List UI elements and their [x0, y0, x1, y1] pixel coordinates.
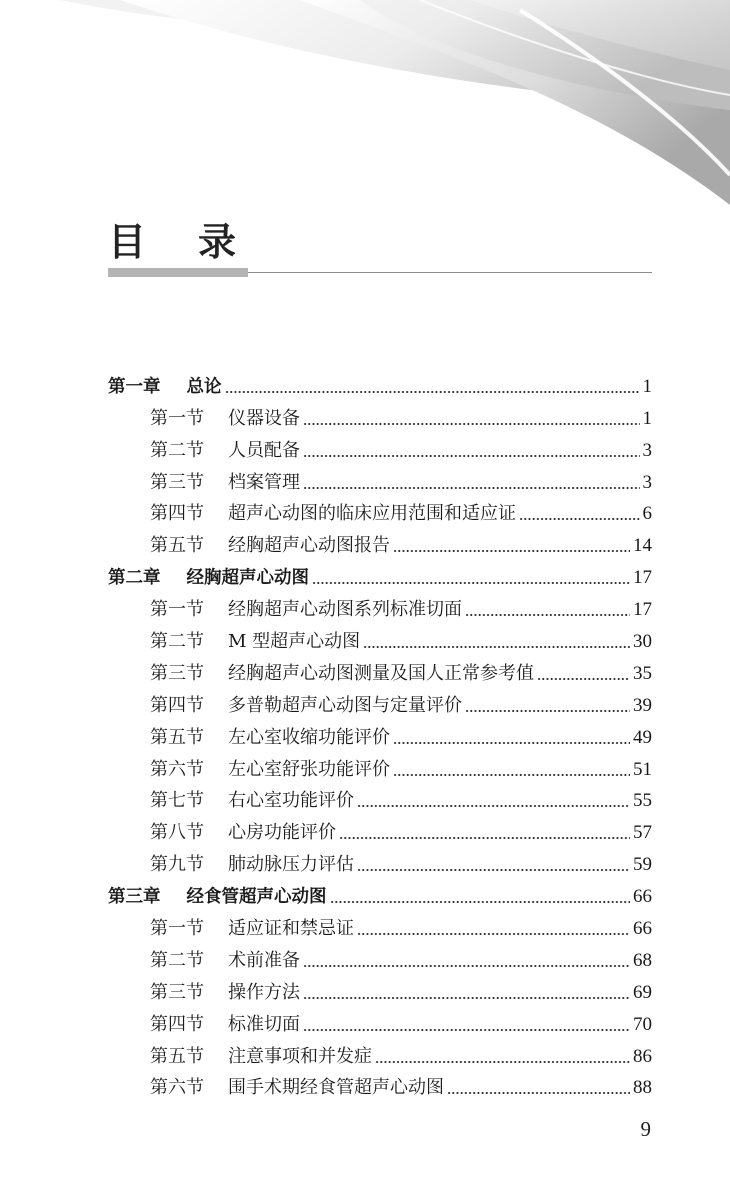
toc-chapter-entry[interactable] — [108, 877, 652, 909]
dot-leader — [465, 614, 630, 616]
entry-label: 第一节 — [150, 407, 204, 429]
entry-label: 第七节 — [150, 790, 204, 812]
toc-section-entry[interactable] — [108, 1069, 652, 1101]
entry-label: 第三节 — [150, 981, 204, 1003]
entry-title: 术前准备 — [228, 949, 300, 971]
entry-title: 仪器设备 — [228, 407, 300, 429]
entry-title: 经胸超声心动图 — [186, 568, 309, 589]
entry-page-number: 51 — [633, 758, 652, 780]
entry-title: 档案管理 — [228, 471, 300, 493]
entry-label: 第九节 — [150, 854, 204, 876]
entry-label: 第二章 — [108, 568, 161, 589]
entry-title: 经食管超声心动图 — [186, 887, 327, 908]
entry-title: 超声心动图的临床应用范围和适应证 — [228, 503, 516, 525]
entry-title: 经胸超声心动图测量及国人正常参考值 — [228, 662, 534, 684]
toc-section-entry[interactable] — [108, 909, 652, 941]
toc-section-entry[interactable] — [108, 813, 652, 845]
table-of-contents — [108, 367, 652, 1100]
entry-label: 第八节 — [150, 822, 204, 844]
entry-label: 第四节 — [150, 503, 204, 525]
entry-label: 第四节 — [150, 694, 204, 716]
entry-page-number: 69 — [633, 981, 652, 1003]
toc-section-entry[interactable] — [108, 590, 652, 622]
dot-leader — [303, 455, 640, 457]
dot-leader — [447, 1092, 630, 1094]
entry-title: 肺动脉压力评估 — [228, 854, 354, 876]
dot-leader — [537, 678, 630, 680]
entry-label: 第二节 — [150, 949, 204, 971]
entry-page-number: 39 — [633, 694, 652, 716]
entry-title: 人员配备 — [228, 439, 300, 461]
dot-leader — [393, 550, 630, 552]
toc-section-entry[interactable] — [108, 686, 652, 718]
entry-page-number: 66 — [633, 886, 652, 908]
toc-section-entry[interactable] — [108, 941, 652, 973]
entry-page-number: 1 — [642, 375, 652, 397]
dot-leader — [303, 965, 630, 967]
dot-leader — [357, 933, 630, 935]
toc-chapter-entry[interactable] — [108, 367, 652, 399]
entry-label: 第一节 — [150, 918, 204, 940]
entry-title: 多普勒超声心动图与定量评价 — [228, 694, 462, 716]
entry-title: 操作方法 — [228, 981, 300, 1003]
entry-title: 适应证和禁忌证 — [228, 918, 354, 940]
dot-leader — [225, 391, 640, 393]
toc-section-entry[interactable] — [108, 845, 652, 877]
entry-title: 左心室收缩功能评价 — [228, 726, 390, 748]
entry-page-number: 6 — [642, 503, 652, 525]
entry-label: 第五节 — [150, 535, 204, 557]
dot-leader — [393, 742, 630, 744]
entry-page-number: 55 — [633, 790, 652, 812]
decorative-swoosh-graphic — [0, 0, 730, 230]
entry-page-number: 17 — [633, 567, 652, 589]
toc-section-entry[interactable] — [108, 750, 652, 782]
dot-leader — [363, 646, 630, 648]
dot-leader — [519, 518, 640, 520]
entry-page-number: 35 — [633, 662, 652, 684]
toc-section-entry[interactable] — [108, 782, 652, 814]
entry-page-number: 59 — [633, 854, 652, 876]
toc-section-entry[interactable] — [108, 463, 652, 495]
entry-title: 注意事项和并发症 — [228, 1045, 372, 1067]
dot-leader — [303, 1029, 630, 1031]
entry-page-number: 14 — [633, 535, 652, 557]
toc-section-entry[interactable] — [108, 495, 652, 527]
entry-title: 经胸超声心动图报告 — [228, 535, 390, 557]
dot-leader — [339, 837, 630, 839]
entry-label: 第三章 — [108, 887, 161, 908]
dot-leader — [465, 710, 630, 712]
toc-chapter-entry[interactable] — [108, 558, 652, 590]
entry-label: 第一节 — [150, 599, 204, 621]
dot-leader — [393, 774, 630, 776]
entry-title: 经胸超声心动图系列标准切面 — [228, 599, 462, 621]
heading-accent-bar — [108, 268, 248, 277]
entry-label: 第二节 — [150, 439, 204, 461]
toc-section-entry[interactable] — [108, 1037, 652, 1069]
toc-section-entry[interactable] — [108, 718, 652, 750]
dot-leader — [357, 805, 630, 807]
entry-title: 心房功能评价 — [228, 822, 336, 844]
toc-section-entry[interactable] — [108, 399, 652, 431]
entry-label: 第三节 — [150, 471, 204, 493]
toc-section-entry[interactable] — [108, 526, 652, 558]
toc-section-entry[interactable] — [108, 622, 652, 654]
dot-leader — [312, 582, 630, 584]
entry-page-number: 3 — [642, 439, 652, 461]
entry-page-number: 66 — [633, 918, 652, 940]
entry-title: 右心室功能评价 — [228, 790, 354, 812]
entry-title: M 型超声心动图 — [228, 631, 361, 653]
entry-page-number: 70 — [633, 1013, 652, 1035]
toc-heading: 目录 — [108, 220, 289, 264]
entry-page-number: 86 — [633, 1045, 652, 1067]
entry-label: 第三节 — [150, 662, 204, 684]
entry-title: 总论 — [186, 376, 222, 397]
entry-label: 第四节 — [150, 1013, 204, 1035]
page-number: 9 — [640, 1117, 651, 1141]
entry-label: 第五节 — [150, 726, 204, 748]
entry-page-number: 3 — [642, 471, 652, 493]
dot-leader — [303, 423, 640, 425]
dot-leader — [357, 869, 630, 871]
entry-label: 第一章 — [108, 376, 161, 397]
entry-page-number: 1 — [642, 407, 652, 429]
entry-label: 第六节 — [150, 758, 204, 780]
entry-page-number: 49 — [633, 726, 652, 748]
toc-section-entry[interactable] — [108, 1005, 652, 1037]
entry-title: 标准切面 — [228, 1013, 300, 1035]
dot-leader — [330, 901, 631, 903]
dot-leader — [303, 487, 640, 489]
entry-title: 左心室舒张功能评价 — [228, 758, 390, 780]
entry-label: 第五节 — [150, 1045, 204, 1067]
toc-section-entry[interactable] — [108, 654, 652, 686]
entry-page-number: 57 — [633, 822, 652, 844]
entry-label: 第二节 — [150, 631, 204, 653]
entry-page-number: 88 — [633, 1077, 652, 1099]
entry-page-number: 68 — [633, 949, 652, 971]
entry-label: 第六节 — [150, 1077, 204, 1099]
entry-title: 围手术期经食管超声心动图 — [228, 1077, 444, 1099]
entry-page-number: 30 — [633, 631, 652, 653]
toc-section-entry[interactable] — [108, 973, 652, 1005]
entry-page-number: 17 — [633, 599, 652, 621]
dot-leader — [303, 997, 630, 999]
toc-section-entry[interactable] — [108, 431, 652, 463]
dot-leader — [375, 1061, 630, 1063]
